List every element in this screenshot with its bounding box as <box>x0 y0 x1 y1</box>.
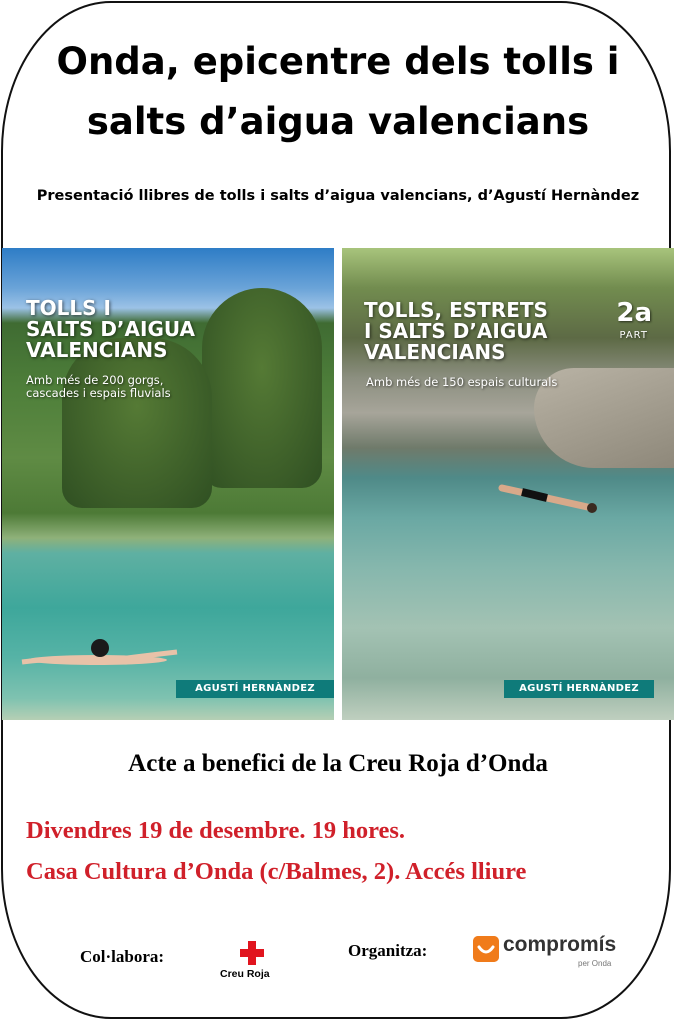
benefit-line: Acte a benefici de la Creu Roja d’Onda <box>128 750 548 777</box>
swimmer-figure <box>492 478 602 518</box>
book-1-subtitle: Amb més de 200 gorgs, cascades i espais fluvials <box>26 373 171 401</box>
book-2-author: AGUSTÍ HERNÀNDEZ <box>504 680 654 698</box>
collabora-label: Col·labora: <box>80 947 165 966</box>
subtitle: Presentació llibres de tolls i salts d’aigua valencians, d’Agustí Hernàndez <box>36 188 640 204</box>
title-line-1: Onda, epicentre dels tolls i <box>56 40 620 83</box>
book-1-title: TOLLS I SALTS D’AIGUA VALENCIANS <box>26 296 195 362</box>
compromis-name: compromís <box>503 933 617 956</box>
tree-shape <box>202 288 322 488</box>
book-2-subtitle: Amb més de 150 espais culturals <box>366 375 558 389</box>
event-date: Divendres 19 de desembre. 19 hores. <box>26 817 406 844</box>
tree-shape <box>62 338 212 508</box>
title-line-2: salts d’aigua valencians <box>86 100 590 143</box>
book-2-title: TOLLS, ESTRETS I SALTS D’AIGUA VALENCIANS <box>364 298 548 364</box>
book-2-part-number: 2a <box>616 298 652 328</box>
book-2-part-label: PART <box>619 330 648 341</box>
compromis-subtitle: per Onda <box>578 959 612 968</box>
book-1-author: AGUSTÍ HERNÀNDEZ <box>176 680 334 698</box>
creu-roja-label: Creu Roja <box>220 968 270 980</box>
swimmer-figure <box>12 636 182 676</box>
organitza-label: Organitza: <box>348 941 428 960</box>
red-cross-icon <box>239 940 265 966</box>
book-cover-2 <box>342 248 674 720</box>
event-place: Casa Cultura d’Onda (c/Balmes, 2). Accés lliure <box>26 858 527 885</box>
compromis-logo-icon <box>473 936 499 962</box>
book-cover-1 <box>2 248 334 720</box>
